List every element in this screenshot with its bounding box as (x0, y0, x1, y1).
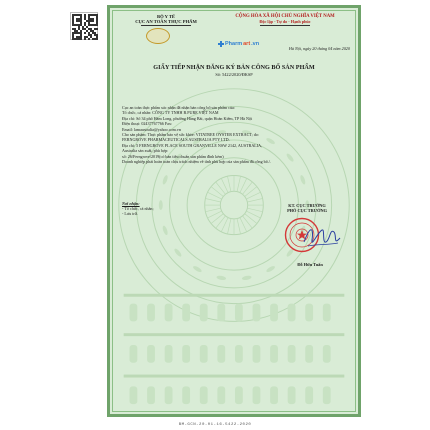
body-line: số: 26/Ferngrove/2019(có bản tiêu chuẩn sản phẩm đính kèm) (122, 153, 224, 159)
issue-date: Hà Nội, ngày 20 tháng 04 năm 2020 (288, 46, 350, 51)
signer-title-2: PHÓ CỤC TRƯỞNG (287, 208, 327, 214)
body-line: Tổ chức, cá nhân: CÔNG TY TNHH B.PURE VIỆT NAM (122, 110, 219, 116)
certificate (107, 5, 361, 417)
issuer-header (116, 14, 216, 26)
logo-text-b: art (243, 41, 251, 47)
emblem-seal-icon (146, 28, 170, 44)
recipient-item: - Tổ chức, cá nhân; (122, 206, 154, 212)
qr-code (70, 12, 98, 40)
motto-rule (260, 25, 310, 26)
certificate-body (122, 105, 348, 164)
republic-name: CỘNG HÒA XÃ HỘI CHỦ NGHĨA VIỆT NAM (235, 14, 335, 19)
body-line: Cho sản phẩm: Thực phẩm bảo vệ sức khỏe: VITATREE OYSTER EXTRACT; do: (122, 132, 259, 138)
logo-text-c: .vn (251, 41, 260, 47)
department-name: CỤC AN TOÀN THỰC PHẨM (135, 19, 197, 24)
body-line: Địa chỉ: Số 34 phố Hàm Long, phường Hàng Bài, quận Hoàn Kiếm, TP Hà Nội (122, 115, 253, 121)
national-motto: Độc lập - Tự do - Hạnh phúc (259, 19, 311, 24)
recipients-heading: Nơi nhận: (122, 201, 140, 206)
body-line: Địa chỉ: 5 FERNGROVE PLACE SOUTH GRANVILLE NSW 2142, AUSTRALIA, (122, 142, 263, 148)
signer-title-1: KT. CỤC TRƯỞNG (288, 203, 326, 208)
body-line: Điện thoại: 02437767766 Fax: (122, 121, 173, 127)
body-line: Cục an toàn thực phẩm xác nhận đã nhận bản công bố sản phẩm của: (122, 105, 235, 110)
ministry-name: BỘ Y TẾ (157, 14, 175, 19)
recipient-item: - Lưu trữ. (122, 211, 138, 217)
handwritten-signature (300, 222, 344, 254)
signer-name: Đỗ Hữu Tuấn (297, 262, 323, 267)
document-title: GIẤY TIẾP NHẬN ĐĂNG KÝ BẢN CÔNG BỐ SẢN PHẨM (153, 64, 315, 71)
document-number: Số: 5422/2020/ĐKSP (215, 72, 253, 77)
signer-title-block (260, 203, 354, 213)
state-header (214, 14, 356, 26)
header-rule (141, 25, 191, 26)
body-line: Australia sản xuất, phù hợp: (122, 148, 169, 154)
recipients-block (122, 201, 202, 217)
logo-text-a: Pharm (225, 41, 243, 47)
body-line: Doanh nghiệp phải hoàn toàn chịu trách nhiệm về tính phù hợp của sản phẩm đã công bố./. (122, 159, 271, 165)
footer-code: BM-GCN-20-01-16-5422-2020 (178, 423, 252, 427)
body-line: Email: lamaustralia@yahoo.com.vn (122, 126, 181, 132)
body-line: FERNGROVE PHARMACEUTICALS AUSTRALIA PTY LTD. (122, 137, 230, 143)
